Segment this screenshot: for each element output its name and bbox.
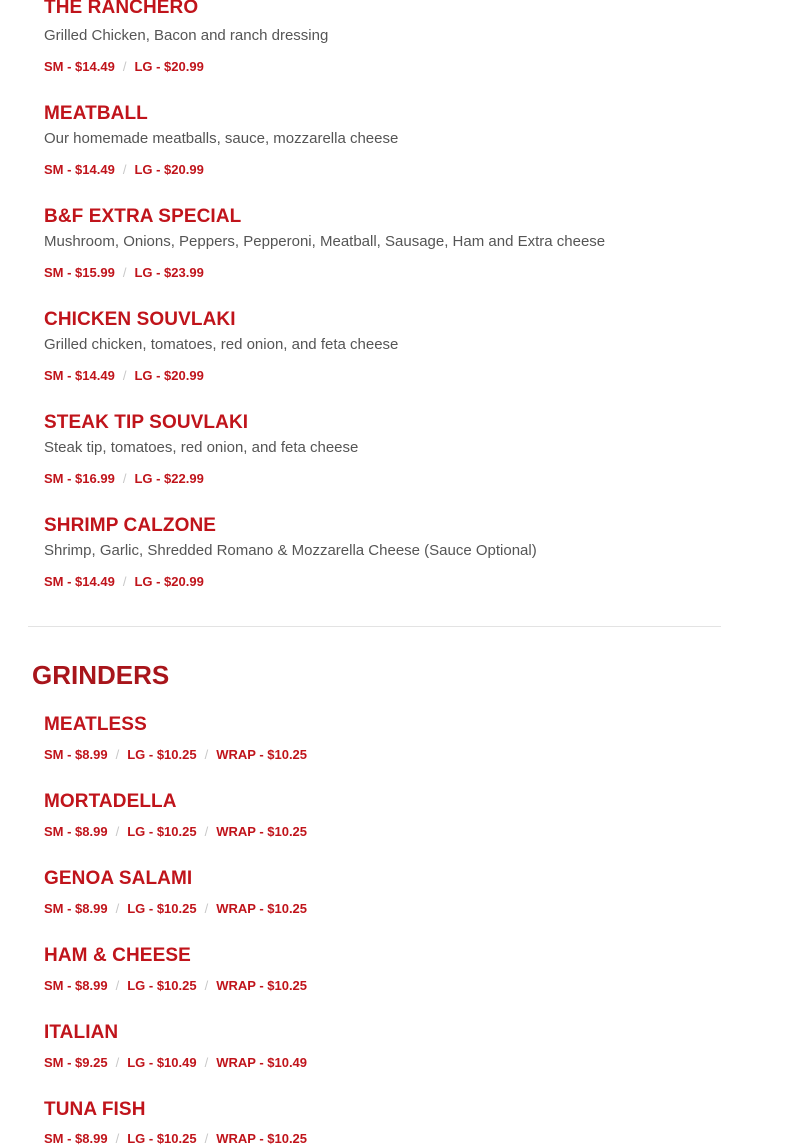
- item-name: SHRIMP CALZONE: [44, 515, 217, 536]
- price-wrap: WRAP - $10.25: [216, 747, 308, 762]
- price-separator: /: [122, 574, 127, 589]
- section-title-grinders: GRINDERS: [32, 660, 170, 690]
- price-large: LG - $10.25: [127, 824, 197, 839]
- price-separator: /: [204, 1055, 209, 1070]
- price-separator: /: [115, 901, 120, 916]
- item-name: THE RANCHERO: [44, 0, 199, 18]
- price-large: LG - $20.99: [134, 59, 204, 74]
- item-name: ITALIAN: [44, 1022, 119, 1043]
- price-small: SM - $14.49: [44, 59, 115, 74]
- item-name: GENOA SALAMI: [44, 868, 193, 889]
- price-small: SM - $8.99: [44, 747, 108, 762]
- item-name: STEAK TIP SOUVLAKI: [44, 412, 249, 433]
- price-small: SM - $14.49: [44, 368, 115, 383]
- price-large: LG - $10.25: [127, 1131, 197, 1146]
- item-description: Grilled Chicken, Bacon and ranch dressing: [44, 27, 329, 44]
- price-separator: /: [204, 901, 209, 916]
- price-small: SM - $8.99: [44, 978, 108, 993]
- item-description: Shrimp, Garlic, Shredded Romano & Mozzarella Cheese (Sauce Optional): [44, 542, 537, 559]
- item-name: B&F EXTRA SPECIAL: [44, 206, 242, 227]
- price-large: LG - $10.25: [127, 901, 197, 916]
- price-separator: /: [204, 978, 209, 993]
- price-small: SM - $14.49: [44, 162, 115, 177]
- item-prices: [44, 901, 307, 916]
- price-large: LG - $10.49: [127, 1055, 197, 1070]
- price-large: LG - $20.99: [134, 162, 204, 177]
- item-description: Our homemade meatballs, sauce, mozzarella cheese: [44, 130, 399, 147]
- price-small: SM - $9.25: [44, 1055, 108, 1070]
- item-prices: [44, 747, 307, 762]
- price-large: LG - $20.99: [134, 574, 204, 589]
- price-separator: /: [122, 368, 127, 383]
- price-separator: /: [115, 747, 120, 762]
- price-large: LG - $10.25: [127, 978, 197, 993]
- price-separator: /: [122, 59, 127, 74]
- price-large: LG - $20.99: [134, 368, 204, 383]
- item-prices: [44, 368, 204, 383]
- price-small: SM - $8.99: [44, 901, 108, 916]
- price-wrap: WRAP - $10.25: [216, 901, 308, 916]
- item-name: HAM & CHEESE: [44, 945, 191, 966]
- price-wrap: WRAP - $10.25: [216, 824, 308, 839]
- price-separator: /: [122, 265, 127, 280]
- price-small: SM - $15.99: [44, 265, 115, 280]
- price-wrap: WRAP - $10.49: [216, 1055, 308, 1070]
- price-separator: /: [115, 824, 120, 839]
- price-separator: /: [204, 1131, 209, 1146]
- item-prices: [44, 1131, 307, 1146]
- item-prices: [44, 162, 204, 177]
- price-separator: /: [115, 1131, 120, 1146]
- price-small: SM - $8.99: [44, 824, 108, 839]
- price-large: LG - $22.99: [134, 471, 204, 486]
- item-name: MEATBALL: [44, 103, 148, 124]
- price-small: SM - $8.99: [44, 1131, 108, 1146]
- price-wrap: WRAP - $10.25: [216, 978, 308, 993]
- item-prices: [44, 265, 204, 280]
- item-description: Steak tip, tomatoes, red onion, and feta cheese: [44, 439, 359, 456]
- price-large: LG - $10.25: [127, 747, 197, 762]
- price-large: LG - $23.99: [134, 265, 204, 280]
- item-description: Grilled chicken, tomatoes, red onion, and feta cheese: [44, 336, 399, 353]
- price-separator: /: [204, 747, 209, 762]
- item-prices: [44, 978, 307, 993]
- price-separator: /: [204, 824, 209, 839]
- item-name: TUNA FISH: [44, 1099, 146, 1120]
- item-description: Mushroom, Onions, Peppers, Pepperoni, Meatball, Sausage, Ham and Extra cheese: [44, 233, 606, 250]
- item-prices: [44, 824, 307, 839]
- item-name: MORTADELLA: [44, 791, 177, 812]
- item-prices: [44, 471, 204, 486]
- item-prices: [44, 59, 204, 74]
- price-separator: /: [122, 162, 127, 177]
- price-separator: /: [115, 978, 120, 993]
- section-divider: [28, 626, 721, 627]
- price-small: SM - $16.99: [44, 471, 115, 486]
- item-name: MEATLESS: [44, 714, 147, 735]
- item-prices: [44, 1055, 307, 1070]
- price-separator: /: [122, 471, 127, 486]
- price-wrap: WRAP - $10.25: [216, 1131, 308, 1146]
- item-prices: [44, 574, 204, 589]
- item-name: CHICKEN SOUVLAKI: [44, 309, 236, 330]
- price-small: SM - $14.49: [44, 574, 115, 589]
- price-separator: /: [115, 1055, 120, 1070]
